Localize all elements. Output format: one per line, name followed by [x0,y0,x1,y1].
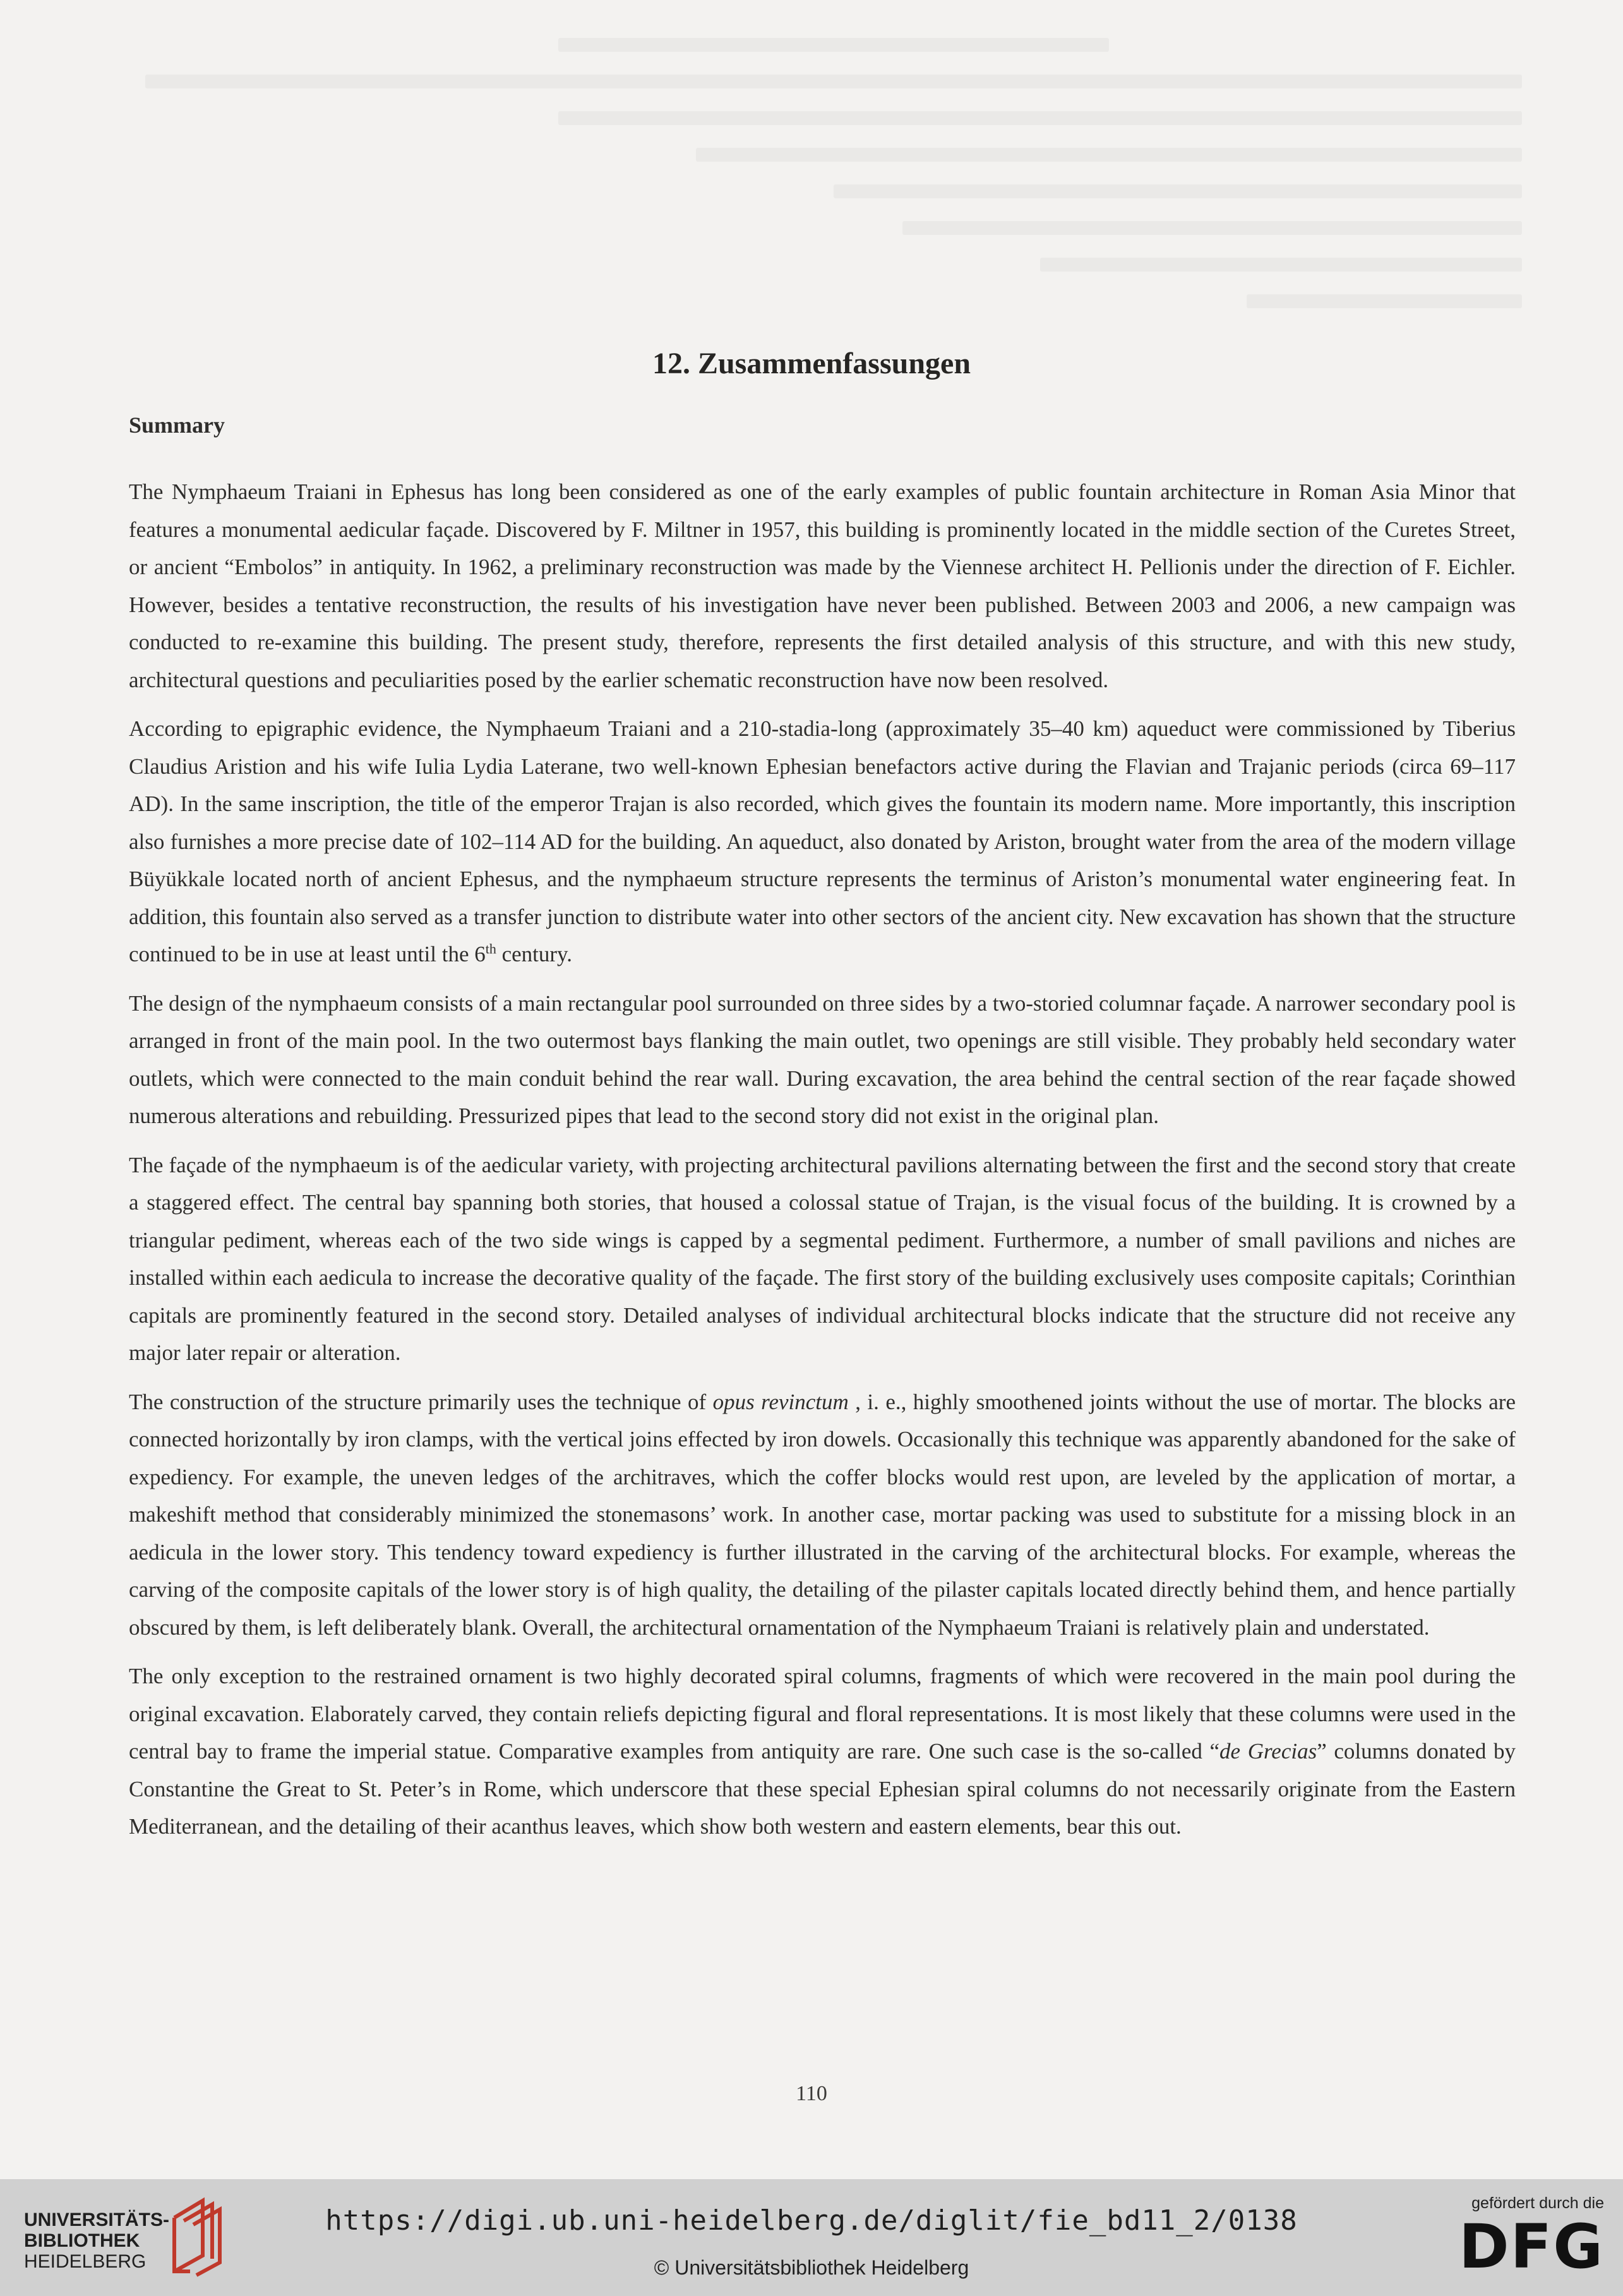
italic-term: de Grecias [1219,1739,1317,1764]
paragraph: The façade of the nymphaeum is of the aedicular variety, with projecting architectural pavilions alternating between the first and the second story that create a staggered effect. The central bay spanning both stories, that housed a colossal statue of Trajan, is the visual focus of the building. It is crowned by a triangular pediment, whereas each of the two side wings is capped by a segmental pediment. Furthermore, a number of small pavilions and niches are installed within each aedicula to increase the decorative quality of the façade. The first story of the building exclusively uses composite capitals; Corinthian capitals are prominently featured in the second story. Detailed analyses of individual architectural blocks indicate that the structure did not receive any major later repair or alteration. [129,1152,1516,1365]
italic-term: opus revinctum [712,1389,849,1414]
dfg-sponsor[interactable] [1434,2194,1604,2282]
section-subheading: Summary [129,412,225,438]
dfg-logo: DFG [1458,2211,1604,2282]
superscript: th [485,941,496,957]
paragraph: The Nymphaeum Traiani in Ephesus has long been considered as one of the early examples of public fountain architecture in Roman Asia Minor that features a monumental aedicular façade. Discovered by F. Miltner in 1957, this building is prominently located in the middle section of the Curetes Street, or ancient “Embolos” in antiquity. In 1962, a preliminary reconstruction was made by the Viennese architect H. Pellionis under the direction of F. Eichler. However, besides a tentative reconstruction, the results of his investigation have never been published. Between 2003 and 2006, a new campaign was conducted to re-examine this building. The present study, therefore, represents the first detailed analysis of this structure, and with this new study, architectural questions and peculiarities posed by the earlier schematic reconstruction have now been resolved. [129,479,1516,692]
body-text [129,473,1516,1857]
copyright-notice: © Universitätsbibliothek Heidelberg [654,2256,969,2279]
library-name-line3: HEIDELBERG [24,2251,147,2272]
page-number: 110 [796,2082,827,2105]
permalink-url[interactable]: https://digi.ub.uni-heidelberg.de/diglit/fie_bd11_2/0138 [325,2204,1298,2237]
library-name-line2: BIBLIOTHEK [24,2230,140,2251]
paragraph: The only exception to the restrained ornament is two highly decorated spiral columns, fragments of which were recovered in the main pool during the original excavation. Elaborately carved, they contain reliefs depicting figural and floral representations. It is most likely that these columns were used in the central bay to frame the imperial statue. Comparative examples from antiquity are rare. One such case is the so-called “de Grecias” columns donated by Constantine the Great to St. Peter’s in Rome, which underscore that these special Ephesian spiral columns do not necessarily originate from the Eastern Mediterranean, and the detailing of their acanthus leaves, which show both western and eastern elements, bear this out. [129,1664,1516,1839]
library-name-line1: UNIVERSITÄTS- [24,2209,170,2230]
paragraph: The construction of the structure primarily uses the technique of opus revinctum , i. e., highly smoothened joints without the use of mortar. The blocks are connected horizontally by iron clamps, with the vertical joins effected by iron dowels. Occasionally this technique was apparently abandoned for the sake of expediency. For example, the uneven ledges of the architraves, which the coffer blocks would rest upon, are leveled by the application of mortar, a makeshift method that considerably minimized the stonemasons’ work. In another case, mortar packing was used to substitute for a missing block in an aedicula in the lower story. This tendency toward expediency is further illustrated in the carving of the architectural blocks. For example, whereas the carving of the composite capitals of the lower story is of high quality, the detailing of the pilaster capitals located directly behind them, and hence partially obscured by them, is left deliberately blank. Overall, the architectural ornamentation of the Nymphaeum Traiani is relatively plain and understated. [129,1389,1516,1640]
footer-bar [0,2179,1623,2296]
dfg-caption: gefördert durch die [1471,2194,1604,2212]
paragraph: According to epigraphic evidence, the Nymphaeum Traiani and a 210-stadia-long (approximately 35–40 km) aqueduct were commissioned by Tiberius Claudius Aristion and his wife Iulia Lydia Laterane, two well-known Ephesian benefactors active during the Flavian and Trajanic periods (circa 69–117 AD). In the same inscription, the title of the emperor Trajan is also recorded, which gives the fountain its modern name. More importantly, this inscription also furnishes a more precise date of 102–114 AD for the building. An aqueduct, also donated by Ariston, brought water from the area of the modern village Büyükkale located north of ancient Ephesus, and the nymphaeum structure represents the terminus of Ariston’s monumental water engineering feat. In addition, this fountain also served as a transfer junction to distribute water into other sectors of the ancient city. New excavation has shown that the structure continued to be in use at least until the 6th century. [129,716,1516,966]
page-heading: 12. Zusammenfassungen [652,347,971,380]
show-through-text [145,38,1522,392]
paragraph: The design of the nymphaeum consists of a main rectangular pool surrounded on three sides by a two-storied columnar façade. A narrower secondary pool is arranged in front of the main pool. In the two outermost bays flanking the main outlet, two openings are still visible. They probably held secondary water outlets, which were connected to the main conduit behind the rear wall. During excavation, the area behind the central section of the rear façade showed numerous alterations and rebuilding. Pressurized pipes that lead to the second story did not exist in the original plan. [129,990,1516,1128]
